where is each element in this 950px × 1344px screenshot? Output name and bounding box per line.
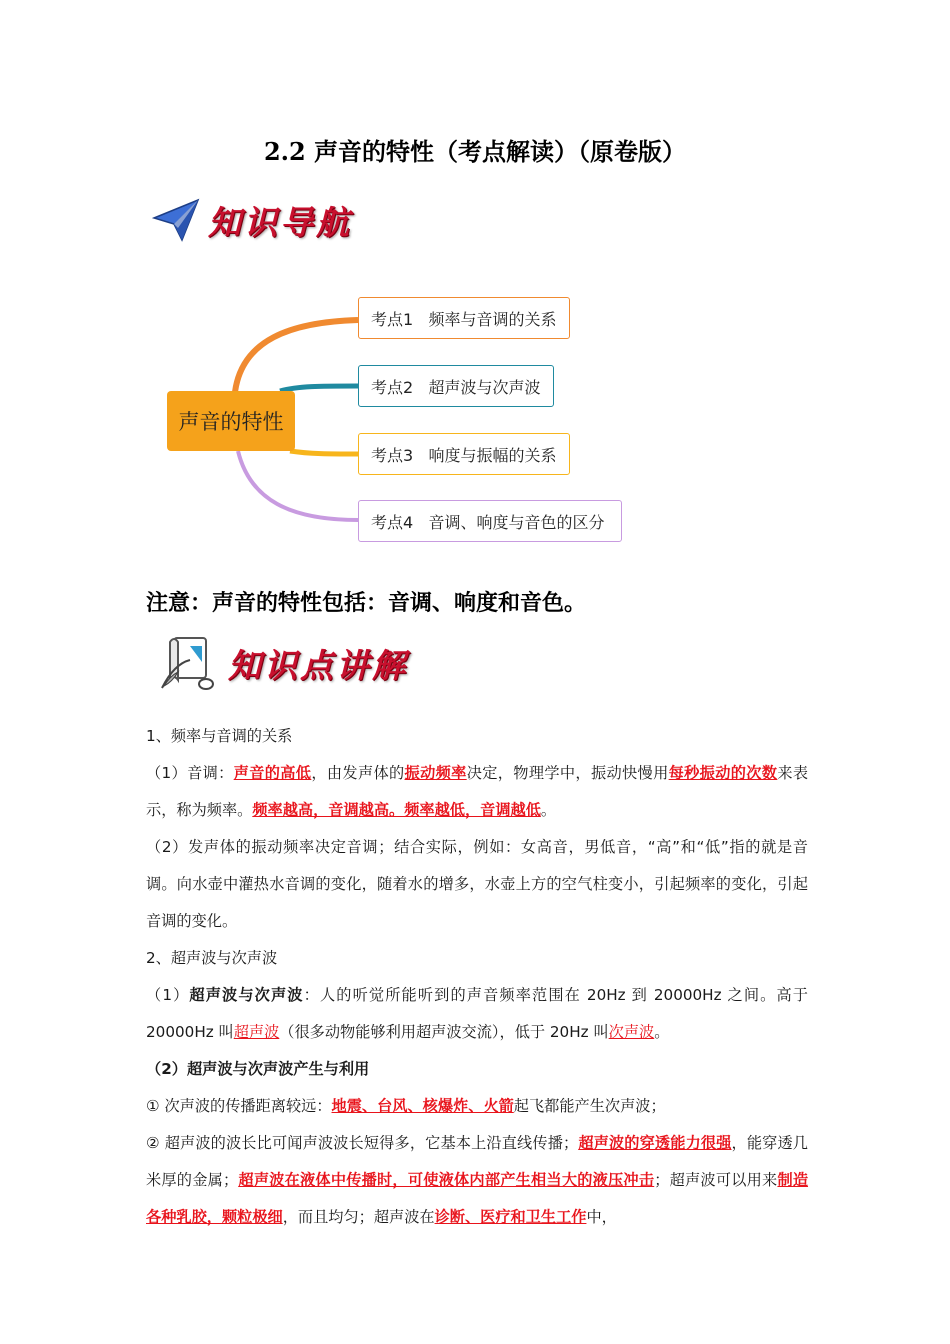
text-run: ① 次声波的传播距离较远：	[146, 1097, 332, 1115]
highlight-text: 振动频率	[404, 764, 467, 782]
text-run: 决定，物理学中，振动快慢用	[466, 764, 669, 782]
text-run: （1）音调：	[146, 764, 234, 782]
section-2-heading: 2、超声波与次声波	[146, 949, 278, 967]
text-run: （1）	[146, 986, 190, 1004]
page-title: 2.2 声音的特性（考点解读）（原卷版）	[263, 137, 687, 166]
highlight-text: 次声波	[608, 1023, 655, 1041]
highlight-text: 地震、台风、核爆炸、火箭	[331, 1097, 514, 1115]
mind-map-node-4: 考点4 音调、响度与音色的区分	[358, 500, 622, 542]
scroll-quill-icon	[156, 632, 218, 694]
paragraph-infrasound	[146, 1088, 808, 1125]
text-run: ，由发声体的	[311, 764, 405, 782]
text-run: 。	[540, 801, 557, 819]
highlight-text: 超声波	[233, 1023, 280, 1041]
text-run: ，而且均匀；超声波在	[282, 1208, 435, 1226]
highlight-text: 制造各种乳胶，颗粒极细	[146, 1171, 809, 1226]
content-section	[146, 718, 808, 1236]
paragraph-ultrasound-uses-heading: （2）超声波与次声波产生与利用	[146, 1060, 370, 1078]
highlight-text: 频率越高，音调越高。频率越低，音调越低	[252, 801, 541, 819]
paragraph-pitch-example: （2）发声体的振动频率决定音调；结合实际，例如：女高音，男低音，“高”和“低”指的就是音调。向水壶中灌热水音调的变化，随着水的增多，水壶上方的空气柱变小，引起频率的变化，引起音调的变化。	[146, 838, 808, 930]
paper-plane-icon	[152, 196, 200, 244]
paragraph-pitch	[146, 755, 808, 829]
text-run: 中，	[586, 1208, 617, 1226]
text-run: ：人的听觉所能听到的声音频率范围在 20Hz 到 20000Hz 之间。高于 20000Hz 叫	[146, 986, 808, 1041]
highlight-text: 超声波在液体中传播时，可使液体内部产生相当大的液压冲击	[238, 1171, 655, 1189]
knowledge-explanation-banner	[156, 632, 408, 694]
text-run: 起飞都能产生次声波；	[513, 1097, 666, 1115]
note-text: 注意：声音的特性包括：音调、响度和音色。	[146, 591, 587, 616]
mind-map-node-1: 考点1 频率与音调的关系	[358, 297, 570, 339]
text-run: （很多动物能够利用超声波交流），低于 20Hz 叫	[279, 1023, 609, 1041]
highlight-text: 超声波的穿透能力很强	[578, 1134, 732, 1152]
banner-title: 知识导航	[208, 202, 352, 242]
highlight-text: 每秒振动的次数	[668, 764, 778, 782]
paragraph-ultrasound-properties	[146, 1125, 808, 1236]
text-run: ② 超声波的波长比可闻声波波长短得多，它基本上沿直线传播；	[146, 1134, 579, 1152]
banner-title: 知识点讲解	[228, 645, 408, 685]
knowledge-navigation-banner	[152, 196, 352, 244]
paragraph-ultrasound-definition	[146, 977, 808, 1051]
mind-map-root: 声音的特性	[167, 391, 295, 451]
text-run: 来表示，称为频率。	[146, 764, 809, 819]
text-run: 。	[654, 1023, 670, 1041]
text-run: ，能穿透几米厚的金属；	[146, 1134, 808, 1189]
mind-map-node-2: 考点2 超声波与次声波	[358, 365, 554, 407]
text-run: ；超声波可以用来	[654, 1171, 778, 1189]
highlight-text: 诊断、医疗和卫生工作	[434, 1208, 587, 1226]
section-1-heading: 1、频率与音调的关系	[146, 727, 293, 745]
mind-map-node-3: 考点3 响度与振幅的关系	[358, 433, 570, 475]
bold-text: 超声波与次声波	[189, 986, 304, 1004]
highlight-text: 声音的高低	[233, 764, 312, 782]
mind-map	[150, 280, 650, 560]
